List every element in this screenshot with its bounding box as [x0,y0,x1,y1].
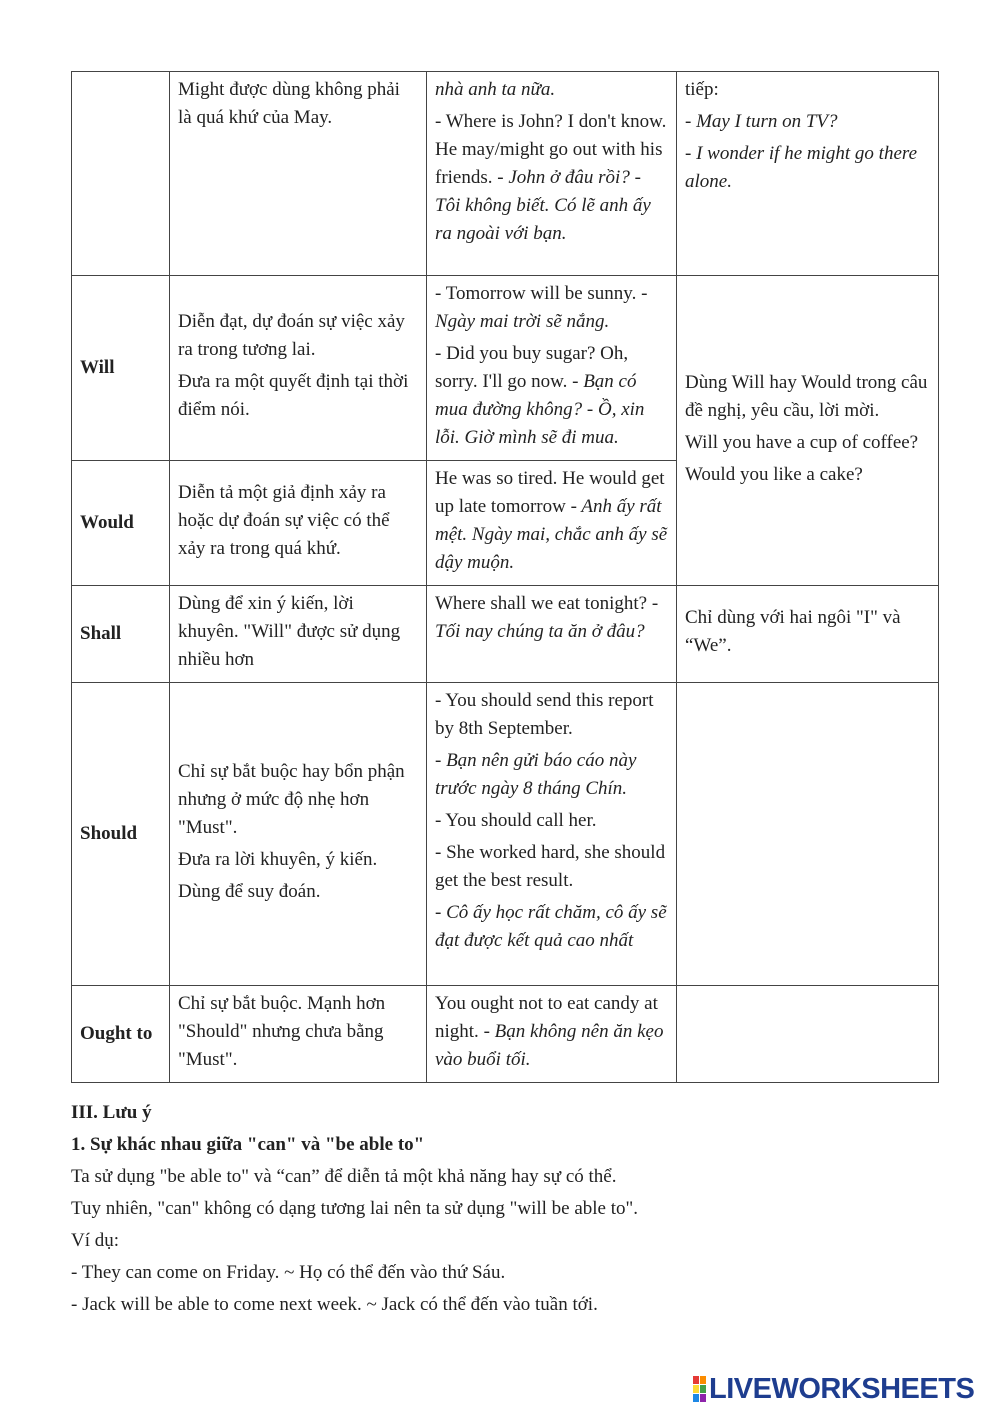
example-cell [427,72,677,276]
note-cell [677,986,939,1083]
example-en: - Did you buy sugar? Oh, sorry. I'll go now. [435,343,629,392]
note-text: Will you have a cup of coffee? [685,431,919,453]
note-text: - May I turn on TV? [685,111,838,132]
usage-cell [170,276,427,461]
example-vi: - Cô ấy học rất chăm, cô ấy sẽ đạt được kết quả cao nhất [435,902,667,951]
usage-text: Dùng để suy đoán. [178,881,321,902]
example-vi: - Tối nay chúng ta ăn ở đâu? [435,593,659,642]
modal-cell: Should [72,683,170,986]
example-vi: nhà anh ta nữa. [435,79,556,100]
modal-cell: Ought to [72,986,170,1083]
note-text: tiếp: [685,79,719,100]
usage-text: Đưa ra lời khuyên, ý kiến. [178,849,378,870]
logo-wordmark: LIVEWORKSHEETS [709,1372,975,1405]
example-cell [427,586,677,683]
usage-cell [170,986,427,1083]
example-text [435,340,668,452]
example-en: - Where is John? I don't know. He may/might go out with his friends. [435,111,667,188]
example-vi: - Bạn không nên ăn kẹo vào buổi tối. [435,1021,664,1070]
modal-cell [72,72,170,276]
example-cell [427,276,677,461]
usage-text: Đưa ra một quyết định tại thời điểm nói. [178,371,409,420]
example-en: - You should send this report by 8th September. [435,690,654,739]
usage-cell [170,586,427,683]
example-cell [427,986,677,1083]
note-text: Dùng Will hay Would trong câu đề nghị, yêu cầu, lời mời. [685,371,928,421]
example-en: You ought not to eat candy at night. [435,993,658,1042]
example-en: - She worked hard, she should get the best result. [435,842,666,891]
logo-square [700,1376,706,1384]
logo-square [700,1394,706,1402]
table-row [72,586,939,683]
example-text [435,590,668,646]
logo-square [700,1385,706,1393]
logo-square [693,1376,699,1384]
note-cell [677,276,939,586]
table-row [72,683,939,986]
modal-cell: Will [72,276,170,461]
body-line: Ta sử dụng "be able to" và “can” để diễn tả một khả năng hay sự có thể. [71,1166,617,1187]
body-line: - Jack will be able to come next week. ~ Jack có thể đến vào tuần tới. [71,1294,598,1315]
liveworksheets-logo [693,1374,974,1404]
modal-verbs-table [71,71,939,1083]
table-row [72,276,939,461]
section-subheading: 1. Sự khác nhau giữa "can" và "be able to" [71,1134,425,1155]
example-vi: Ngày mai trời sẽ nắng. [435,311,610,332]
example-cell [427,683,677,986]
usage-text: Dùng để xin ý kiến, lời khuyên. "Will" được sử dụng nhiều hơn [178,593,401,670]
modal-cell: Shall [72,586,170,683]
usage-text: Diễn tả một giả định xảy ra hoặc dự đoán sự việc có thể xảy ra trong quá khứ. [178,482,390,559]
body-line: Tuy nhiên, "can" không có dạng tương lai nên ta sử dụng "will be able to". [71,1198,639,1219]
modal-cell: Would [72,461,170,586]
example-en: Where shall we eat tonight? [435,593,648,614]
example-text [435,280,668,336]
example-text [435,990,668,1074]
usage-text: Chỉ sự bắt buộc. Mạnh hơn "Should" nhưng chưa bằng "Must". [178,993,386,1070]
note-text: Would you like a cake? [685,463,863,485]
note-text: Chỉ dùng với hai ngôi "I" và “We”. [685,607,901,656]
note-cell [677,586,939,683]
usage-text: Chỉ sự bắt buộc hay bổn phận nhưng ở mức độ nhẹ hơn "Must". [178,761,405,838]
usage-cell [170,683,427,986]
usage-text: Might được dùng không phải là quá khứ của May. [178,79,400,128]
table-row [72,72,939,276]
example-vi: - Anh ấy rất mệt. Ngày mai, chắc anh ấy sẽ dậy muộn. [435,496,668,573]
table-row [72,986,939,1083]
example-en: - You should call her. [435,810,597,831]
example-cell [427,461,677,586]
usage-cell [170,72,427,276]
notes-section [71,1097,941,1321]
example-vi: - John ở đâu rồi? - Tôi không biết. Có lẽ anh ấy ra ngoài với bạn. [435,167,651,244]
logo-square [693,1394,699,1402]
example-text [435,108,668,248]
note-cell [677,683,939,986]
section-heading: III. Lưu ý [71,1102,152,1123]
example-en: He was so tired. He would get up late tomorrow [435,468,665,517]
example-text [435,465,668,577]
note-text: - I wonder if he might go there alone. [685,143,918,192]
example-vi: - Bạn nên gửi báo cáo này trước ngày 8 tháng Chín. [435,750,637,799]
example-en: - Tomorrow will be sunny. - [435,283,648,304]
body-line: Ví dụ: [71,1230,120,1251]
logo-grid-icon [693,1376,706,1402]
note-cell [677,72,939,276]
example-text [435,76,668,104]
usage-cell [170,461,427,586]
body-line: - They can come on Friday. ~ Họ có thể đến vào thứ Sáu. [71,1262,506,1283]
logo-square [693,1385,699,1393]
usage-text: Diễn đạt, dự đoán sự việc xảy ra trong tương lai. [178,311,405,360]
example-vi: - Bạn có mua đường không? - Ồ, xin lỗi. Giờ mình sẽ đi mua. [435,371,645,448]
